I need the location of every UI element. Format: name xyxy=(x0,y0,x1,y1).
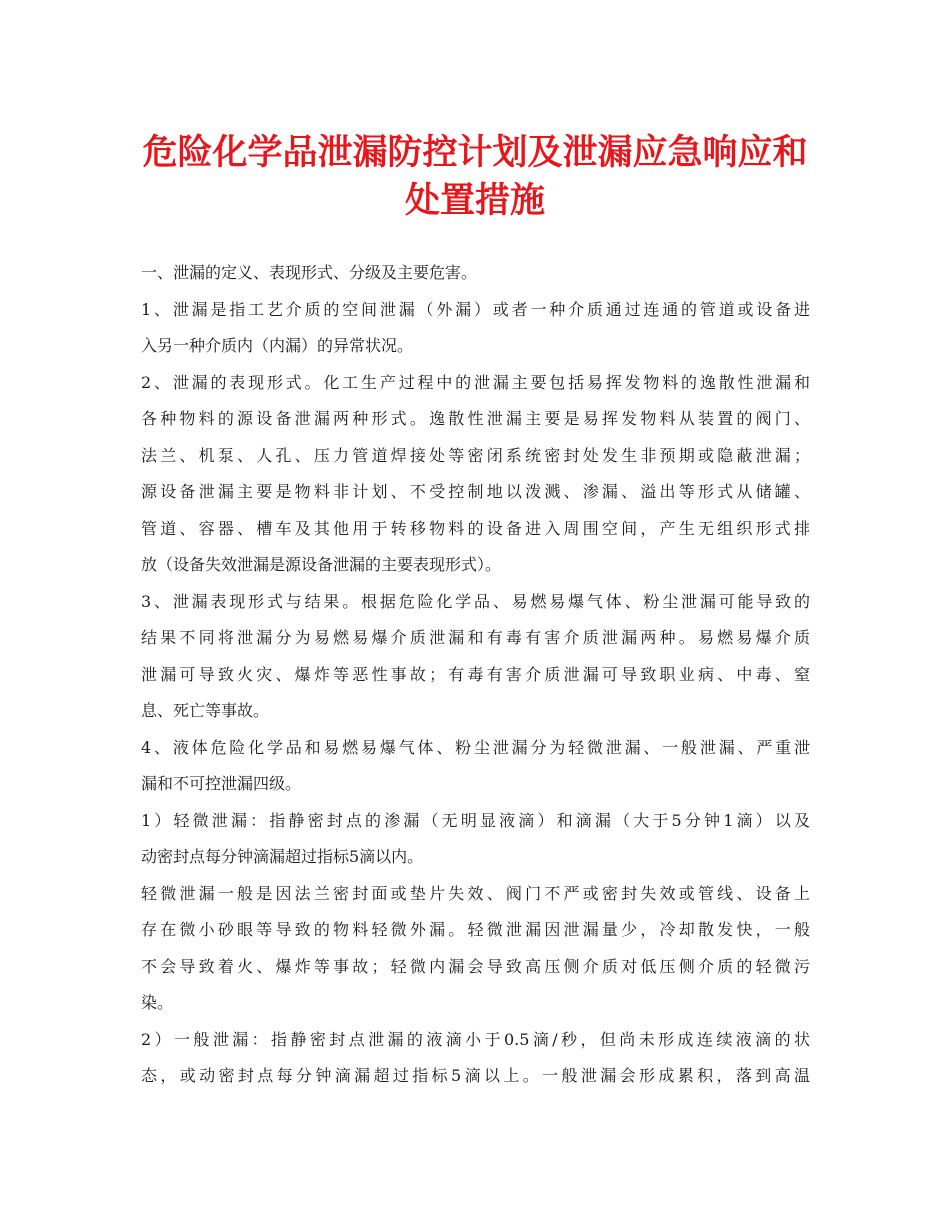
paragraph-line: 动密封点每分钟滴漏超过指标5滴以内。 xyxy=(141,847,424,866)
paragraph-line: 3、泄漏表现形式与结果。根据危险化学品、易燃易爆气体、粉尘泄漏可能导致的 xyxy=(141,591,810,611)
paragraph-line: 入另一种介质内（内漏）的异常状况。 xyxy=(141,336,414,355)
document-title-line-1: 危险化学品泄漏防控计划及泄漏应急响应和 xyxy=(142,132,808,173)
paragraph-line: 结果不同将泄漏分为易燃易爆介质泄漏和有毒有害介质泄漏两种。易燃易爆介质 xyxy=(141,628,810,647)
paragraph-line: 2）一般泄漏：指静密封点泄漏的液滴小于0.5滴/秒，但尚未形成连续液滴的状 xyxy=(141,1029,810,1049)
paragraph-line: 漏和不可控泄漏四级。 xyxy=(141,774,302,793)
paragraph-line: 各种物料的源设备泄漏两种形式。逸散性泄漏主要是易挥发物料从装置的阀门、 xyxy=(141,409,810,428)
paragraph-line: 管道、容器、槽车及其他用于转移物料的设备进入周围空间，产生无组织形式排 xyxy=(141,518,810,538)
document-body xyxy=(141,255,810,1095)
paragraph-line: 1、泄漏是指工艺介质的空间泄漏（外漏）或者一种介质通过连通的管道或设备进 xyxy=(141,299,810,319)
paragraph-line: 不会导致着火、爆炸等事故；轻微内漏会导致高压侧介质对低压侧介质的轻微污 xyxy=(141,956,810,976)
paragraph-line: 存在微小砂眼等导致的物料轻微外漏。轻微泄漏因泄漏量少，冷却散发快，一般 xyxy=(141,920,810,939)
paragraph-line: 轻微泄漏一般是因法兰密封面或垫片失效、阀门不严或密封失效或管线、设备上 xyxy=(141,883,810,903)
paragraph-line: 源设备泄漏主要是物料非计划、不受控制地以泼溅、渗漏、溢出等形式从储罐、 xyxy=(141,482,810,501)
document-title-line-2: 处置措施 xyxy=(404,180,545,221)
paragraph-line: 1）轻微泄漏：指静密封点的渗漏（无明显液滴）和滴漏（大于5分钟1滴）以及 xyxy=(141,810,810,830)
paragraph-line: 息、死亡等事故。 xyxy=(141,701,270,720)
paragraph-line: 态，或动密封点每分钟滴漏超过指标5滴以上。一般泄漏会形成累积，落到高温 xyxy=(141,1066,810,1085)
paragraph-line: 4、液体危险化学品和易燃易爆气体、粉尘泄漏分为轻微泄漏、一般泄漏、严重泄 xyxy=(141,737,810,757)
paragraph-line: 法兰、机泵、人孔、压力管道焊接处等密闭系统密封处发生非预期或隐蔽泄漏； xyxy=(141,445,810,465)
paragraph-line: 染。 xyxy=(141,993,174,1012)
paragraph-line: 2、泄漏的表现形式。化工生产过程中的泄漏主要包括易挥发物料的逸散性泄漏和 xyxy=(141,372,810,392)
paragraph-line: 一、泄漏的定义、表现形式、分级及主要危害。 xyxy=(141,263,478,282)
paragraph-line: 泄漏可导致火灾、爆炸等恶性事故；有毒有害介质泄漏可导致职业病、中毒、窒 xyxy=(141,664,810,684)
paragraph-line: 放（设备失效泄漏是源设备泄漏的主要表现形式）。 xyxy=(141,555,502,574)
